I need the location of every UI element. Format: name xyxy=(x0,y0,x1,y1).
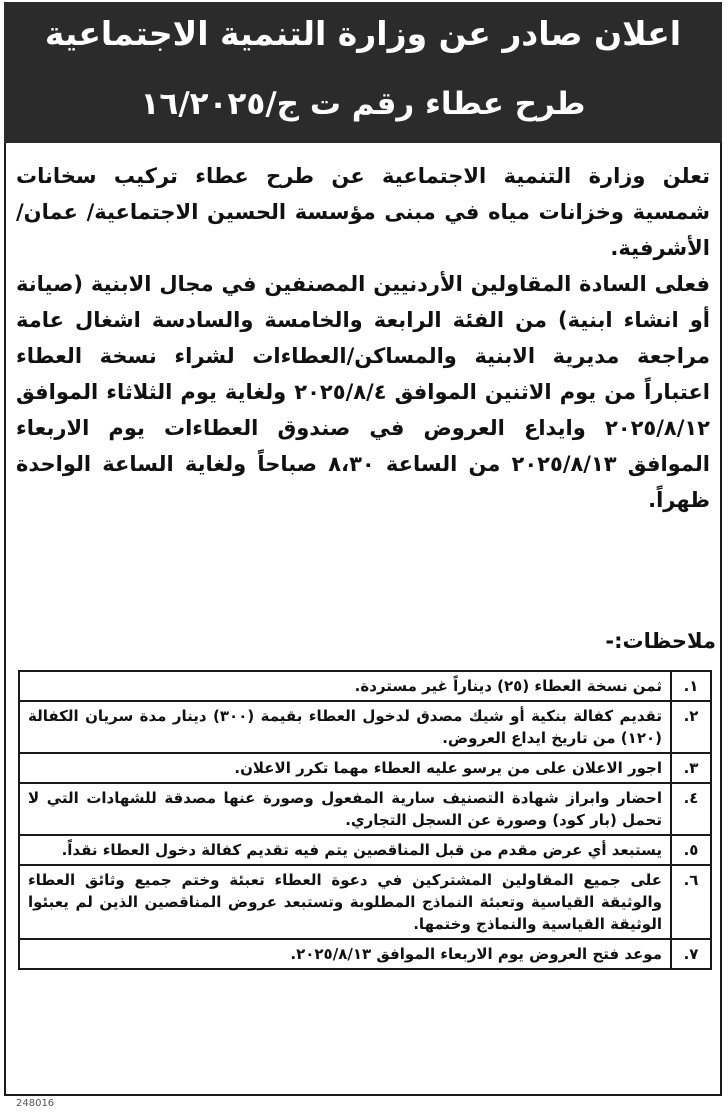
notes-heading: ملاحظات:- xyxy=(605,629,716,653)
note-row xyxy=(19,835,711,865)
note-text: تقديم كفالة بنكية أو شيك مصدق لدخول العطاء بقيمة (٣٠٠) دينار مدة سريان الكفالة (١٢٠) من تاريخ ايداع العروض. xyxy=(19,701,671,753)
tender-number: طرح عطاء رقم ت ج/١٦/٢٠٢٥ xyxy=(140,86,586,122)
note-number: ٢. xyxy=(671,701,711,753)
note-row xyxy=(19,701,711,753)
note-text: احضار وابراز شهادة التصنيف سارية المفعول وصورة عنها مصدقة للشهادات التي لا تحمل (بار كود) وصورة عن السجل التجاري. xyxy=(19,783,671,835)
note-number: ٣. xyxy=(671,753,711,783)
note-row xyxy=(19,939,711,969)
note-text: ثمن نسخة العطاء (٢٥) ديناراً غير مستردة. xyxy=(19,671,671,701)
body-paragraph-instructions: فعلى السادة المقاولين الأردنيين المصنفين في مجال الابنية (صيانة أو انشاء ابنية) من الفئة الرابعة والخامسة والسادسة اشغال عامة مراجعة مديرية الابنية والمساكن/العطاءات لشراء نسخة العطاء اعتباراً من يوم الاثنين الموافق ٢٠٢٥/٨/٤ ولغاية يوم الثلاثاء الموافق ٢٠٢٥/٨/١٢ وايداع العروض في صندوق العطاءات يوم الاربعاء الموافق ٢٠٢٥/٨/١٣ من الساعة ٨،٣٠ صباحاً ولغاية الساعة الواحدة ظهراً. xyxy=(16,272,711,512)
announcement-header xyxy=(4,2,722,143)
note-text: موعد فتح العروض يوم الاربعاء الموافق ٢٠٢٥/٨/١٣. xyxy=(19,939,671,969)
announcement-title: اعلان صادر عن وزارة التنمية الاجتماعية xyxy=(44,14,682,53)
note-text: اجور الاعلان على من يرسو عليه العطاء مهما تكرر الاعلان. xyxy=(19,753,671,783)
note-row xyxy=(19,783,711,835)
note-text: يستبعد أي عرض مقدم من قبل المناقصين يتم فيه تقديم كفالة دخول العطاء نقداً. xyxy=(19,835,671,865)
note-row xyxy=(19,865,711,939)
note-number: ١. xyxy=(671,671,711,701)
note-text: على جميع المقاولين المشتركين في دعوة العطاء تعبئة وختم جميع وثائق العطاء والوثيقة القياسية وتعبئة النماذج المطلوبة وتستبعد عروض المناقصين الذين لم يعبئوا الوثيقة القياسية والنماذج وختمها. xyxy=(19,865,671,939)
note-row xyxy=(19,753,711,783)
note-number: ٧. xyxy=(671,939,711,969)
note-number: ٤. xyxy=(671,783,711,835)
body-paragraph-intro: تعلن وزارة التنمية الاجتماعية عن طرح عطاء تركيب سخانات شمسية وخزانات مياه في مبنى مؤسسة الحسين الاجتماعية/ عمان/الأشرفية. xyxy=(16,164,710,260)
note-row xyxy=(19,671,711,701)
notes-table xyxy=(18,670,712,970)
announcement-body xyxy=(16,158,710,518)
note-number: ٦. xyxy=(671,865,711,939)
reference-code: 248016 xyxy=(16,1098,55,1109)
note-number: ٥. xyxy=(671,835,711,865)
